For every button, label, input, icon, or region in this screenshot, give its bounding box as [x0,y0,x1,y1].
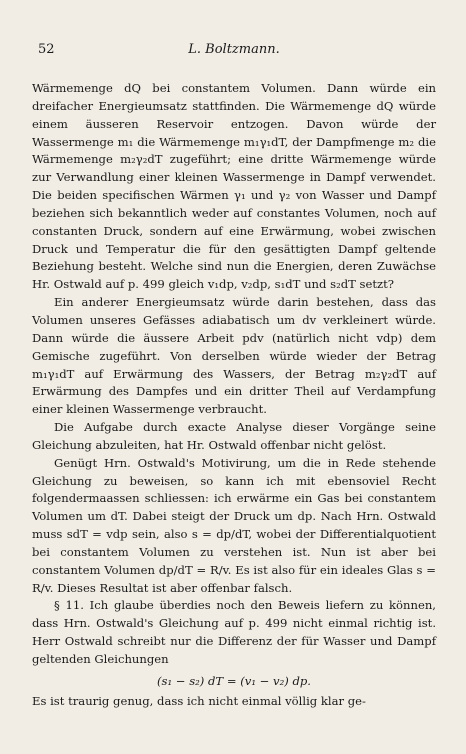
paragraph-5: § 11. Ich glaube überdies noch den Beweis liefern zu können, dass Hrn. Ostwald's Gleichung auf p. 499 nicht einmal richtig ist. Herr Ostwald schreibt nur die Differenz der für Wasser und Dampf geltenden Gleichungen [32,598,436,666]
page-number: 52 [38,42,55,57]
running-head: L. Boltzmann. [188,42,280,57]
equation: (s₁ − s₂) dT = (v₁ − v₂) dp. [157,673,311,688]
paragraph-1: Wärmemenge dQ bei constantem Volumen. Dann würde ein dreifacher Energieumsatz stattfinden. Die Wärmemenge dQ würde einem äusseren Reservoir entzogen. Davon würde der Wassermenge m₁ die Wärmemenge m₁γ₁dT, der Dampfmenge m₂ die Wärmemenge m₂γ₂dT zugeführt; eine dritte Wärmemenge würde zur Verwandlung einer kleinen Wassermenge in Dampf verwendet. Die beiden specifischen Wärmen γ₁ und γ₂ von Wasser und Dampf beziehen sich bekanntlich weder auf constantes Volumen, noch auf constanten Druck, sondern auf eine Erwärmung, wobei zwischen Druck und Temperatur die für den gesättigten Dampf geltende Beziehung besteht. Welche sind nun die Energien, deren Zuwächse Hr. Ostwald auf p. 499 gleich v₁dp, v₂dp, s₁dT und s₂dT setzt? [32,81,436,292]
paragraph-3: Die Aufgabe durch exacte Analyse dieser Vorgänge seine Gleichung abzuleiten, hat Hr. Ostwald offenbar nicht gelöst. [32,420,436,452]
closing-paragraph: Es ist traurig genug, dass ich nicht einmal völlig klar ge- [32,693,366,708]
paragraph-2: Ein anderer Energieumsatz würde darin bestehen, dass das Volumen unseres Gefässes adiabatisch um dv verkleinert würde. Dann würde die äussere Arbeit pdv (natürlich nicht vdp) dem Gemische zugeführt. Von derselben würde wieder der Betrag m₁γ₁dT auf Erwärmung des Wassers, der Betrag m₂γ₂dT auf Erwärmung des Dampfes und ein dritter Theil auf Verdampfung einer kleinen Wassermenge verbraucht. [32,295,436,417]
page-header [32,42,436,62]
body-text [32,80,436,711]
paragraph-4: Genügt Hrn. Ostwald's Motivirung, um die in Rede stehende Gleichung zu beweisen, so kann ich mit ebensoviel Recht folgendermaassen schliessen: ich erwärme ein Gas bei constantem Volumen um dT. Dabei steigt der Druck um dp. Nach Hrn. Ostwald muss sdT = vdp sein, also s = dp/dT, wobei der Differentialquotient bei constantem Volumen zu verstehen ist. Nun ist aber bei constantem Volumen dp/dT = R/v. Es ist also für ein ideales Glas s = R/v. Dieses Resultat ist aber offenbar falsch. [32,455,436,595]
